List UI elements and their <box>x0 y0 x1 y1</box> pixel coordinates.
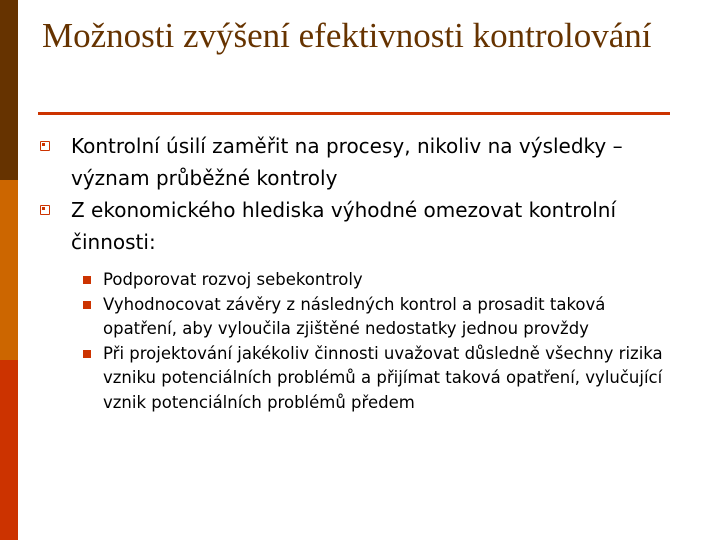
title-divider <box>38 112 670 115</box>
sub-bullet-text: Vyhodnocovat závěry z následných kontrol a prosadit taková opatření, aby vyloučila zjištěné nedostatky jednou provždy <box>103 294 606 338</box>
filled-square-bullet-icon <box>83 276 91 284</box>
bullet-text: Kontrolní úsilí zaměřit na procesy, nikoliv na výsledky – význam průběžné kontroly <box>71 134 623 190</box>
bullet-item <box>40 130 680 194</box>
sidebar-segment-top <box>0 0 18 180</box>
sidebar-segment-bottom <box>0 360 18 540</box>
sub-bullet-item <box>72 268 680 293</box>
sub-bullet-text: Podporovat rozvoj sebekontroly <box>103 270 363 289</box>
filled-square-bullet-icon <box>83 301 91 309</box>
slide-title: Možnosti zvýšení efektivnosti kontrolování <box>42 16 652 55</box>
bullet-text: Z ekonomického hlediska výhodné omezovat kontrolní činnosti: <box>71 198 617 254</box>
bullet-item <box>40 194 680 258</box>
filled-square-bullet-icon <box>83 350 91 358</box>
sub-bullet-text: Při projektování jakékoliv činnosti uvažovat důsledně všechny rizika vzniku potenciálních problémů a přijímat taková opatření, vylučující vznik potenciálních problémů předem <box>103 343 663 412</box>
hollow-square-bullet-icon <box>40 205 50 215</box>
sub-bullet-item <box>72 293 680 342</box>
sidebar-segment-middle <box>0 180 18 360</box>
slide-content <box>40 130 680 415</box>
sub-bullet-item <box>72 342 680 416</box>
hollow-square-bullet-icon <box>40 141 50 151</box>
